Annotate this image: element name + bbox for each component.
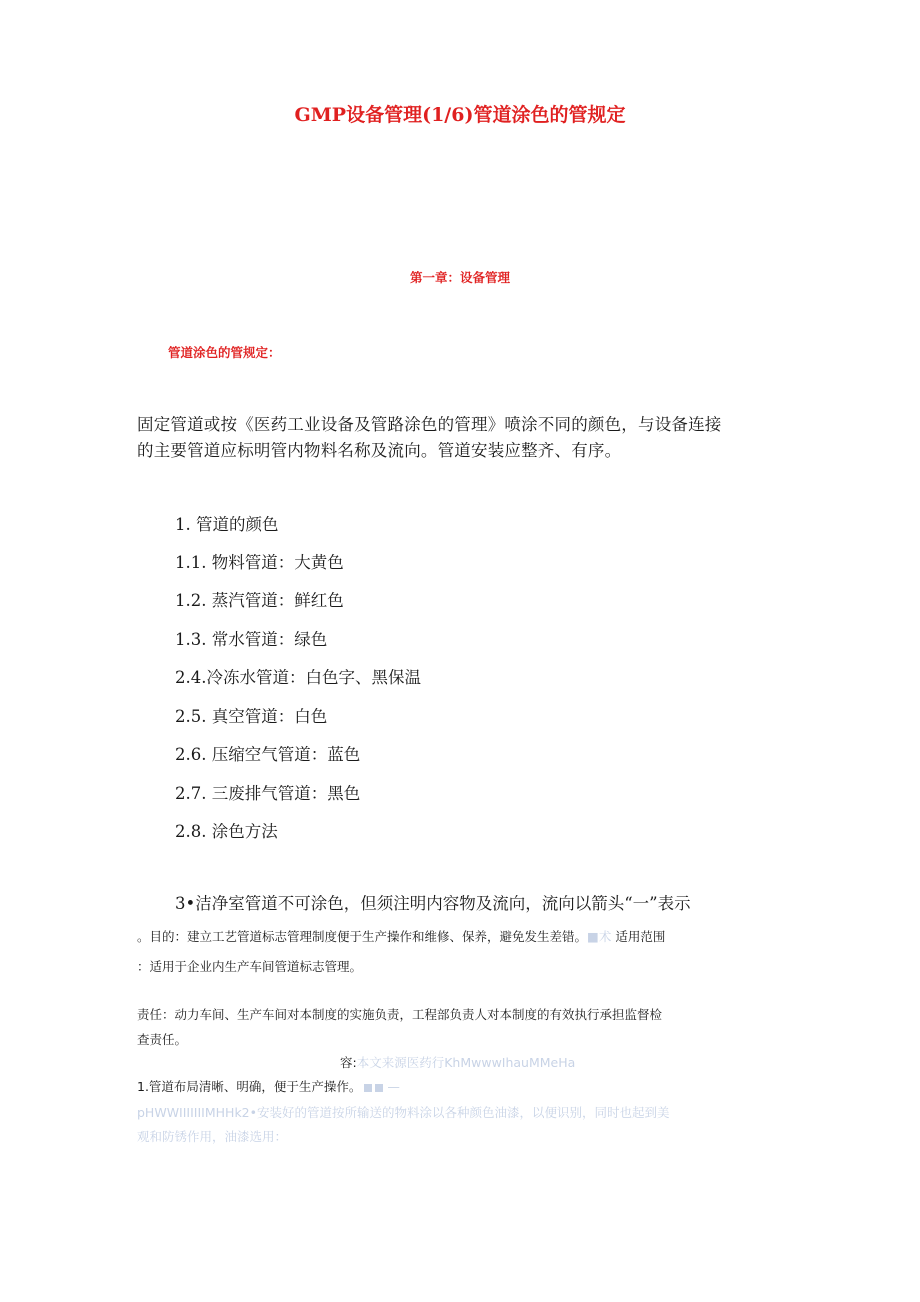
list-item: 1. 管道的颜色 <box>175 515 279 534</box>
faint-para-line-2: 观和防锈作用，油漆选用： <box>137 1129 288 1144</box>
list-item: 2.4.冷冻水管道：白色字、黑保温 <box>175 668 421 687</box>
content-line <box>340 1053 575 1071</box>
list-item: 2.7. 三废排气管道：黑色 <box>175 784 361 803</box>
content-label: 容: <box>340 1055 357 1070</box>
chapter-heading: 第一章：设备管理 <box>409 270 510 285</box>
intro-line-2: 的主要管道应标明管内物料名称及流向。管道安装应整齐、有序。 <box>137 441 622 460</box>
list-item: 1.3. 常水管道：绿色 <box>175 630 328 649</box>
document-title: GMP设备管理(1/6)管道涂色的管规定 <box>294 104 626 126</box>
item-1-line <box>137 1077 400 1095</box>
list-item: 2.6. 压缩空气管道：蓝色 <box>175 745 361 764</box>
faint-text: ■术 <box>587 929 612 944</box>
list-item: 1.2. 蒸汽管道：鲜红色 <box>175 591 344 610</box>
responsibility-line-2: 查责任。 <box>137 1032 188 1047</box>
scope-label: 适用范围 <box>615 929 666 944</box>
block-mark <box>364 1084 372 1092</box>
block-mark <box>375 1084 383 1092</box>
faint-dash: — <box>387 1079 400 1094</box>
item-1-text: 1.管道布局清晰、明确，便于生产操作。 <box>137 1079 362 1094</box>
clean-room-note: 3•洁净室管道不可涂色，但须注明内容物及流向，流向以箭头“一”表示 <box>175 894 691 913</box>
purpose-text: 。目的：建立工艺管道标志管理制度便于生产操作和维修、保养，避免发生差错。 <box>137 929 588 944</box>
list-item: 1.1. 物料管道：大黄色 <box>175 553 344 572</box>
intro-line-1: 固定管道或按《医药工业设备及管路涂色的管理》喷涂不同的颜色，与设备连接 <box>137 415 722 434</box>
faint-source-text: 本文来源医药行KhMwwwIhauMMeHa <box>356 1055 576 1070</box>
list-item: 2.5. 真空管道：白色 <box>175 707 328 726</box>
purpose-line <box>137 927 665 945</box>
list-item: 2.8. 涂色方法 <box>175 822 278 841</box>
responsibility-line-1: 责任：动力车间、生产车间对本制度的实施负责，工程部负责人对本制度的有效执行承担监督检 <box>137 1007 663 1022</box>
section-heading: 管道涂色的管规定： <box>168 345 281 360</box>
scope-line: ：适用于企业内生产车间管道标志管理。 <box>137 959 363 974</box>
faint-para-line-1: pHWWIIIIIIIMHHk2•安装好的管道按所输送的物料涂以各种颜色油漆，以便识别，同时也起到美 <box>137 1105 670 1120</box>
